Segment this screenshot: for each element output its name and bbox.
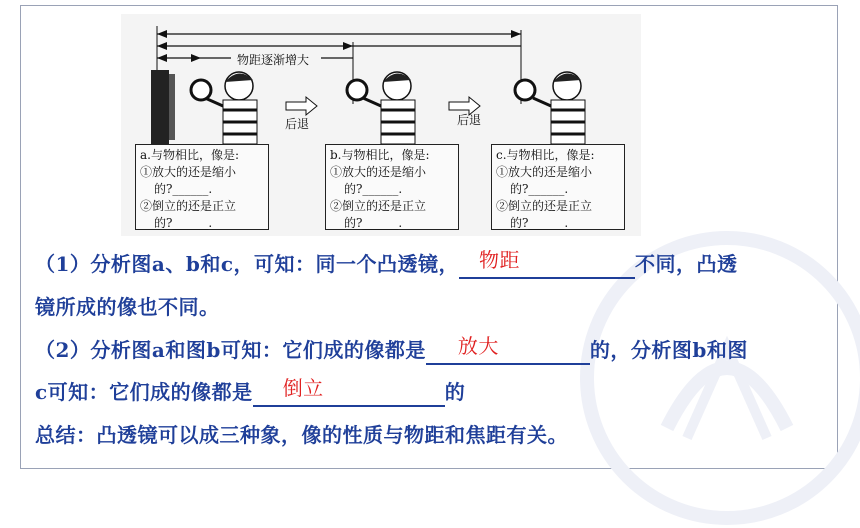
question-box-a: a.与物相比，像是: ①放大的还是缩小 的?______. ②倒立的还是正立 的?______. bbox=[135, 144, 269, 230]
lens-experiment-figure bbox=[121, 14, 641, 236]
q2-answer-1: 放大 bbox=[426, 334, 590, 365]
summary: 总结：凸透镜可以成三种象，像的性质与物距和焦距有关。 bbox=[35, 423, 568, 447]
retreat-label-1: 后退 bbox=[285, 117, 310, 131]
q2-line2: c可知：它们成的像都是 倒立 的 bbox=[35, 376, 465, 407]
distance-label: 物距逐渐增大 bbox=[237, 53, 310, 67]
question-box-b: b.与物相比，像是: ①放大的还是缩小 的?______. ②倒立的还是正立 的?______. bbox=[325, 144, 459, 230]
retreat-label-2: 后退 bbox=[457, 113, 482, 127]
slide-frame bbox=[20, 5, 838, 469]
person-b bbox=[347, 72, 415, 144]
q2-line1: （2）分析图a和图b可知：它们成的像都是 放大 的，分析图b和图 bbox=[35, 334, 748, 365]
question-box-c: c.与物相比，像是: ①放大的还是缩小 的?______. ②倒立的还是正立 的?______. bbox=[491, 144, 625, 230]
q1-line2: 镜所成的像也不同。 bbox=[35, 295, 220, 319]
person-a bbox=[191, 72, 257, 144]
q2-answer-2: 倒立 bbox=[253, 376, 445, 407]
q1-answer: 物距 bbox=[459, 248, 635, 279]
person-c bbox=[515, 72, 585, 144]
q1-line1: （1）分析图a、b和c，可知：同一个凸透镜， 物距 不同，凸透 bbox=[35, 248, 738, 279]
